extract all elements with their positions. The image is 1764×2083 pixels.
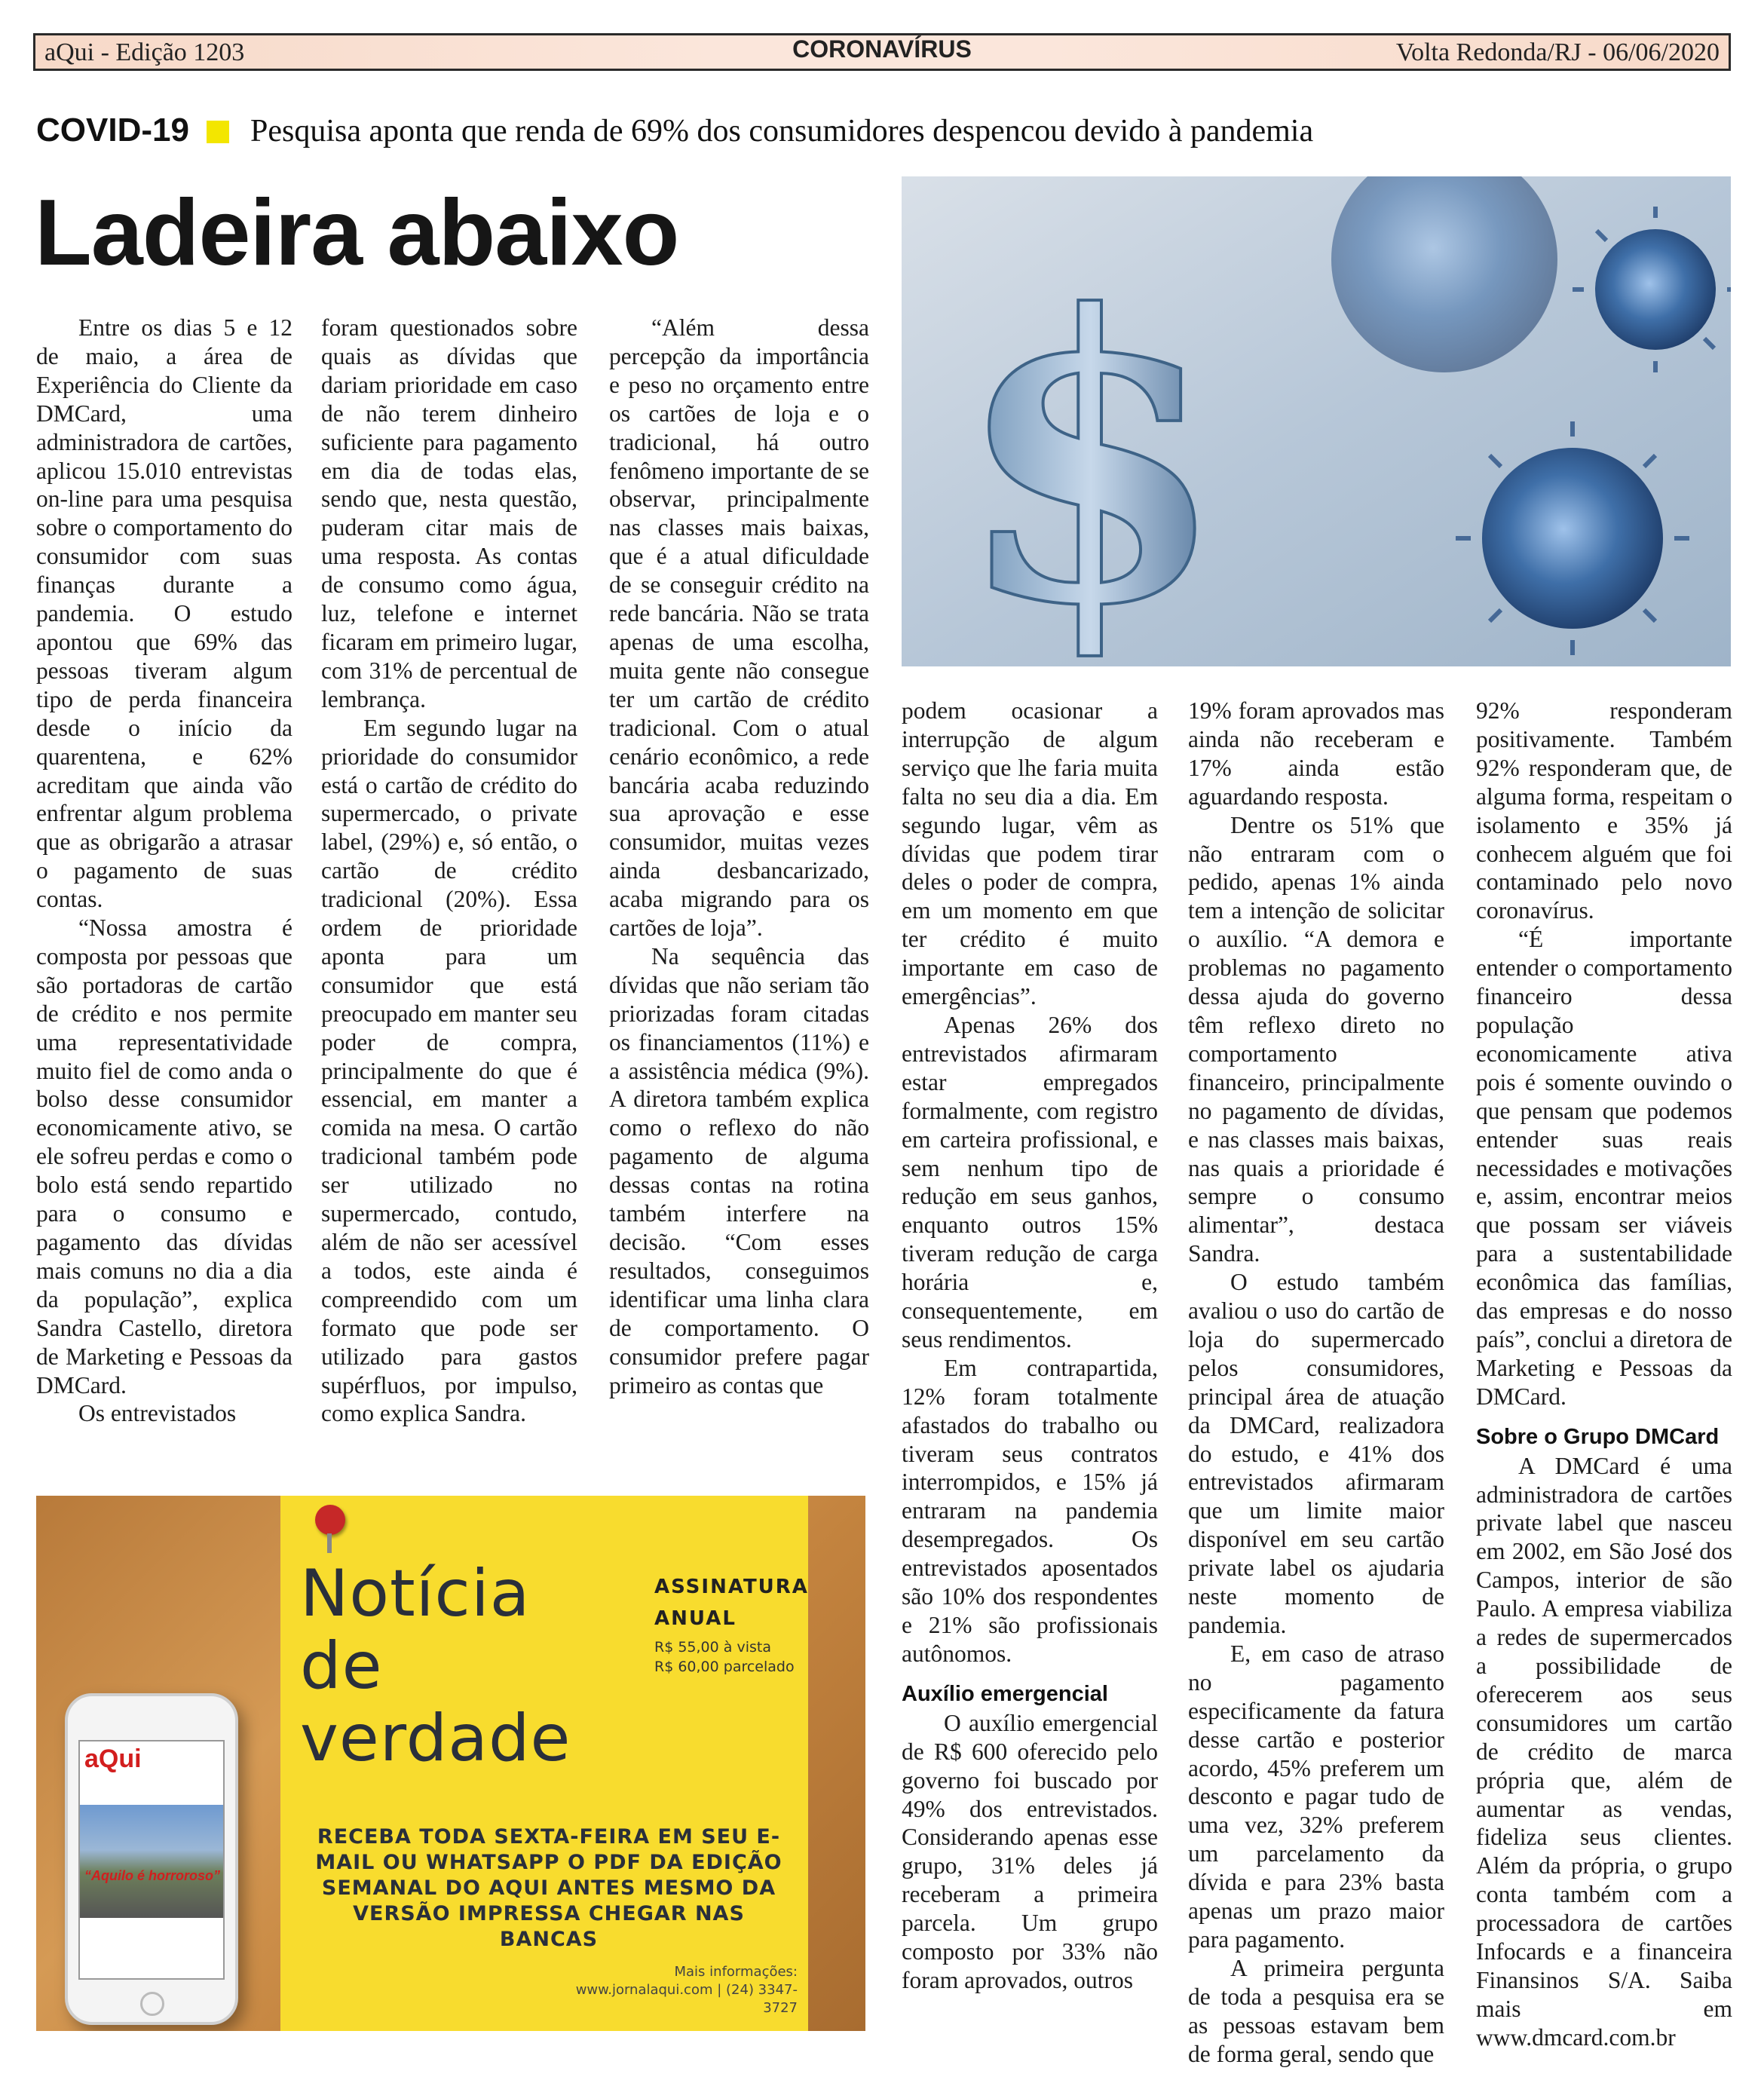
phone-home-button-icon [140, 1992, 164, 2016]
price-cash: R$ 55,00 à vista [654, 1639, 771, 1656]
phone-photo [80, 1805, 225, 1918]
ad-prices [654, 1637, 795, 1677]
dateline: Volta Redonda/RJ - 06/06/2020 [1395, 38, 1720, 66]
paragraph: Na sequência das dívidas que não seriam tão priorizadas foram citadas os financiamentos (11%) e a assistência médica (9%). A diretora também explica como o reflexo do não pagamento de alguma dessas contas na rotina também interfere na decisão. “Com esses resultados, conseguimos identificar uma linha clara de comportamento. O consumidor prefere pagar primeiro as contas que [609, 942, 869, 1398]
paragraph: Os entrevistados [78, 1400, 237, 1427]
paragraph: Entre os dias 5 e 12 de maio, a área de Experiência do Cliente da DMCard, uma administradora de cartões, aplicou 15.010 entrevistas on-line para uma pesquisa sobre o comportamento do consumidor com suas finanças durante a pandemia. O estudo apontou que 69% das pessoas tiveram algum tipo de perda financeira desde o início da quarentena, e 62% acreditam que ainda vão enfrentar algum problema que as obrigarão a atrasar o pagamento de suas contas. [36, 314, 292, 913]
dollar-sign-icon [954, 231, 1227, 666]
ad-info-contact[interactable]: www.jornalaqui.com | (24) 3347-3727 [575, 1982, 798, 2016]
paragraph: foram questionados sobre quais as dívidas que dariam prioridade em caso de não terem dinheiro suficiente para pagamento em dia de todas elas, sendo que, nesta questão, puderam citar mais de uma resposta. As contas de consumo como água, luz, telefone e internet ficaram em primeiro lugar, com 31% de percentual de lembrança. [321, 314, 577, 712]
smartphone-icon [65, 1693, 238, 2025]
svg-text:$: $ [954, 231, 1227, 666]
article-photo [902, 176, 1731, 666]
paragraph: Em contrapartida, 12% foram totalmente afastados do trabalho ou tiveram seus contratos interrompidos, e 15% já entraram na pandemia desempregados. Os entrevistados aposentados são 10% dos respondentes e 21% são profissionais autônomos. [902, 1354, 1158, 1667]
section-label: CORONAVÍRUS [792, 35, 972, 63]
article-column-1 [36, 314, 292, 1428]
phone-quote: “Aquilo é horroroso” [84, 1868, 220, 1883]
ad-info-label: Mais informações: [674, 1964, 798, 1980]
article-column-4 [902, 697, 1158, 1995]
phone-logo: aQui [84, 1745, 142, 1773]
page-header [33, 33, 1731, 71]
price-installments: R$ 60,00 parcelado [654, 1659, 795, 1675]
ad-subscription-label: ASSINATURA ANUAL [654, 1576, 809, 1630]
article-column-3 [609, 314, 869, 1399]
paragraph: A primeira pergunta de toda a pesquisa era se as pessoas estavam bem de forma geral, sendo que [1188, 1954, 1444, 2067]
pushpin-icon [315, 1505, 345, 1535]
paragraph: Apenas 26% dos entrevistados afirmaram estar empregados formalmente, com registro em carteira profissional, e sem nenhum tipo de redução em seus ganhos, enquanto outros 15% tiveram redução de carga horária e, consequentemente, em seus rendimentos. [902, 1011, 1158, 1352]
ad-title: Notícia de verdade [300, 1556, 571, 1776]
section-heading-sobre: Sobre o Grupo DMCard [1476, 1424, 1720, 1449]
ad-message: RECEBA TODA SEXTA-FEIRA EM SEU E-MAIL OU WHATSAPP O PDF DA EDIÇÃO SEMANAL DO AQUI ANTES MESMO DA VERSÃO IMPRESSA CHEGAR NAS BANCAS [315, 1825, 782, 1951]
paragraph: “Nossa amostra é composta por pessoas que são portadoras de cartão de crédito e nos permite uma representatividade muito fiel de como anda o bolso desse consumidor economicamente ativo, se ele sofreu perdas e como o bolo está sendo repartido para o consumo e pagamento das dívidas mais comuns no dia a dia da população”, explica Sandra Castello, diretora de Marketing e Pessoas da DMCard. [36, 914, 292, 1398]
paragraph: E, em caso de atraso no pagamento especificamente da fatura desse cartão e posterior acordo, 45% preferem um desconto e pagar tudo de uma vez, 32% preferem um parcelamento da dívida e para 23% basta apenas um prazo maior para pagamento. [1188, 1640, 1444, 1953]
paragraph: 19% foram aprovados mas ainda não receberam e 17% ainda estão aguardando resposta. [1188, 697, 1444, 810]
paragraph: “É importante entender o comportamento financeiro dessa população economicamente ativa pois é somente ouvindo o que pensam que podemos entender suas reais necessidades e motivações e, assim, encontrar meios que possam ser viáveis para a sustentabilidade econômica das famílias, das empresas e do nosso país”, conclui a diretora de Marketing e Pessoas da DMCard. [1476, 926, 1732, 1410]
paragraph: O estudo também avaliou o uso do cartão de loja do supermercado pelos consumidores, principal área de atuação da DMCard, realizadora do estudo, e 41% dos entrevistados afirmaram que um limite maior disponível em seu cartão private label os ajudaria neste momento de pandemia. [1188, 1269, 1444, 1638]
headline: Ladeira abaixo [35, 181, 679, 285]
kicker: COVID-19 [36, 112, 189, 149]
paragraph: Dentre os 51% que não entraram com o pedido, apenas 1% ainda tem a intenção de solicitar o auxílio. “A demora e problemas no pagamento dessa ajuda do governo têm reflexo direto no comportamento financeiro, principalmente no pagamento de dívidas, e nas classes mais baixas, nas quais a prioridade é sempre o consumo alimentar”, destaca Sandra. [1188, 811, 1444, 1267]
kicker-square-icon [207, 121, 229, 143]
paragraph: Em segundo lugar na prioridade do consumidor está o cartão de crédito do supermercado, o private label, (29%) e, só então, o cartão de crédito tradicional (20%). Essa ordem de prioridade aponta para um consumidor que está preocupado em manter seu poder de compra, principalmente do que é essencial, em manter a comida na mesa. O cartão tradicional também pode ser utilizado no supermercado, contudo, além de não ser acessível a todos, este ainda é compreendido com um formato que pode ser utilizado para gastos supérfluos, por impulso, como explica Sandra. [321, 714, 577, 1427]
paragraph: “Além dessa percepção da importância e peso no orçamento entre os cartões de loja e o tradicional, há outro fenômeno importante de se observar, principalmente nas classes mais baixas, que é a atual dificuldade de se conseguir crédito na rede bancária. Não se trata apenas de uma escolha, muita gente não consegue ter um cartão de crédito tradicional. Com o atual cenário econômico, a rede bancária acaba reduzindo sua aprovação e esse consumidor, muitas vezes ainda desbancarizado, acaba migrando para os cartões de loja”. [609, 314, 869, 942]
article-column-5 [1188, 697, 1444, 2069]
edition-label: aQui - Edição 1203 [44, 38, 245, 66]
subscription-ad[interactable] [36, 1496, 865, 2031]
paragraph: O auxílio emergencial de R$ 600 oferecido pelo governo foi buscado por 49% dos entrevistados. Considerando apenas esse grupo, 31% deles já receberam a primeira parcela. Um grupo composto por 33% não foram aprovados, outros [902, 1709, 1158, 1993]
article-column-6 [1476, 697, 1732, 2052]
paragraph: 92% responderam positivamente. Também 92% responderam que, de alguma forma, respeitam o isolamento e 35% já conhecem alguém que foi contaminado pelo novo coronavírus. [1476, 697, 1732, 924]
section-heading-auxilio: Auxílio emergencial [902, 1681, 1108, 1706]
paragraph: A DMCard é uma administradora de cartões private label que nasceu em 2002, em São José dos Campos, interior de são Paulo. A empresa viabiliza a redes de supermercados a possibilidade de oferecerem aos seus consumidores um cartão de crédito de marca própria que, além de aumentar as vendas, fideliza seus clientes. Além da própria, o grupo conta também com a processadora de cartões Infocards e a financeira Finansinos S/A. Saiba mais em www.dmcard.com.br [1476, 1452, 1732, 2051]
pushpin-needle [327, 1533, 332, 1553]
ad-contact [556, 1963, 798, 2017]
article-column-2 [321, 314, 577, 1428]
subheadline: Pesquisa aponta que renda de 69% dos consumidores despencou devido à pandemia [250, 114, 1314, 149]
paragraph: podem ocasionar a interrupção de algum serviço que lhe faria muita falta no seu dia a dia. Em segundo lugar, vêm as dívidas que podem tirar deles o poder de compra, em um momento em que ter crédito é muito importante em caso de emergências”. [902, 697, 1158, 1010]
phone-screen [78, 1740, 225, 1980]
